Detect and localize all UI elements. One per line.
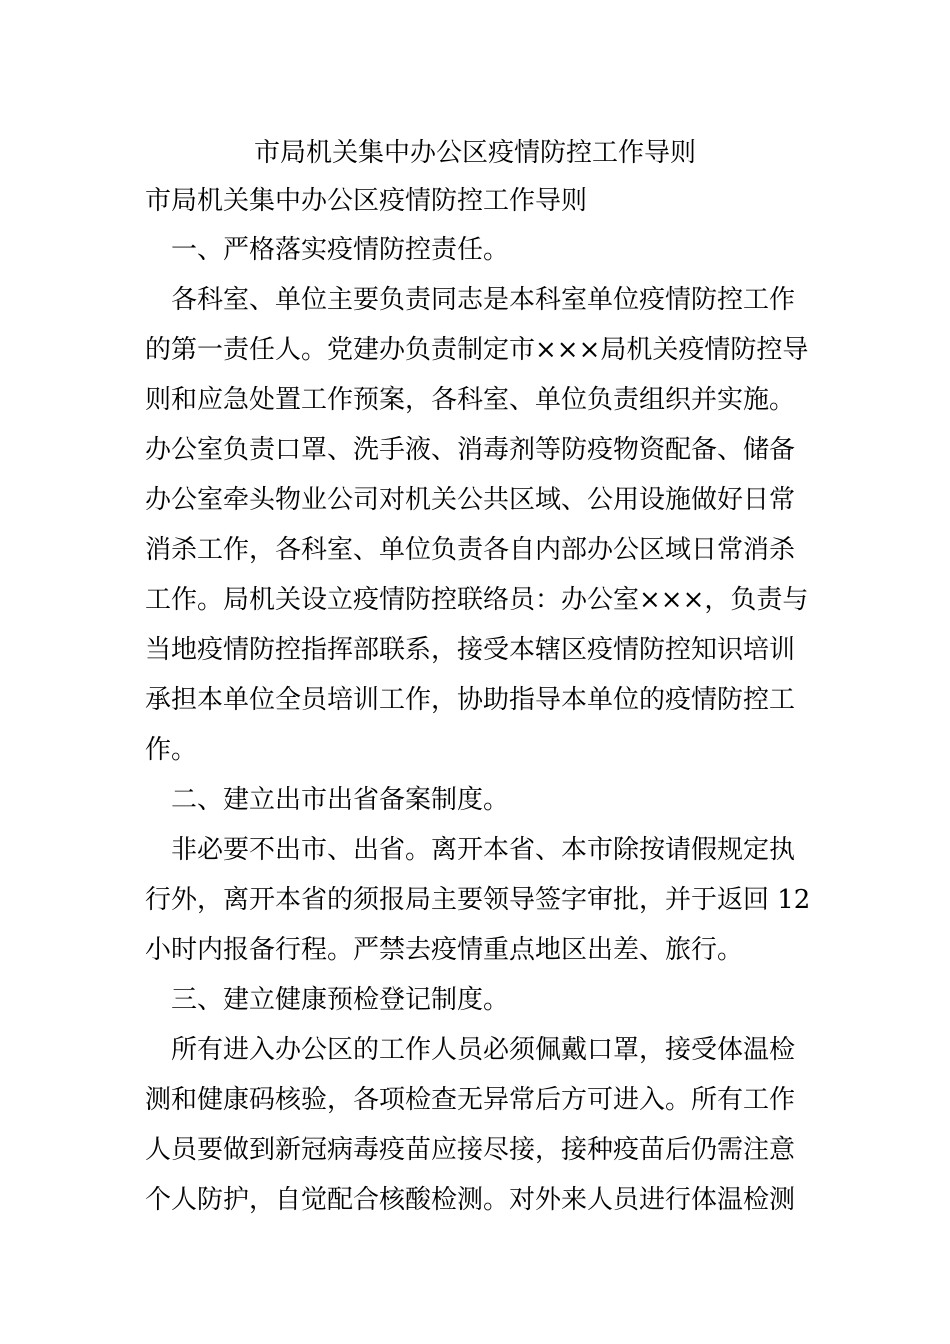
paragraph-line: 行外，离开本省的须报局主要领导签字审批，并于返回 12 — [145, 885, 811, 915]
document-title: 市局机关集中办公区疫情防控工作导则 — [253, 138, 696, 168]
paragraph-line: 的第一责任人。党建办负责制定市×××局机关疫情防控导 — [145, 335, 809, 365]
paragraph-line: 消杀工作，各科室、单位负责各自内部办公区域日常消杀 — [145, 535, 796, 565]
section-heading-2: 二、建立出市出省备案制度。 — [145, 785, 510, 815]
paragraph-line: 所有进入办公区的工作人员必须佩戴口罩，接受体温检 — [145, 1035, 796, 1065]
paragraph-line: 当地疫情防控指挥部联系，接受本辖区疫情防控知识培训 — [145, 635, 796, 665]
paragraph-line: 办公室牵头物业公司对机关公共区域、公用设施做好日常 — [145, 485, 796, 515]
paragraph-line: 则和应急处置工作预案，各科室、单位负责组织并实施。 — [145, 385, 796, 415]
paragraph-line: 工作。局机关设立疫情防控联络员：办公室×××，负责与 — [145, 585, 809, 615]
paragraph-line: 人员要做到新冠病毒疫苗应接尽接，接种疫苗后仍需注意 — [145, 1135, 796, 1165]
paragraph-line: 办公室负责口罩、洗手液、消毒剂等防疫物资配备、储备 — [145, 435, 796, 465]
paragraph-line: 各科室、单位主要负责同志是本科室单位疫情防控工作 — [145, 285, 796, 315]
section-heading-1: 一、严格落实疫情防控责任。 — [145, 235, 510, 265]
paragraph-line: 小时内报备行程。严禁去疫情重点地区出差、旅行。 — [145, 935, 744, 965]
document-subtitle: 市局机关集中办公区疫情防控工作导则 — [145, 186, 588, 216]
paragraph-line: 非必要不出市、出省。离开本省、本市除按请假规定执 — [145, 835, 796, 865]
paragraph-line: 测和健康码核验，各项检查无异常后方可进入。所有工作 — [145, 1085, 796, 1115]
section-heading-3: 三、建立健康预检登记制度。 — [145, 985, 510, 1015]
paragraph-line: 个人防护，自觉配合核酸检测。对外来人员进行体温检测 — [145, 1185, 796, 1215]
paragraph-line: 作。 — [145, 735, 198, 765]
paragraph-line: 承担本单位全员培训工作，协助指导本单位的疫情防控工 — [145, 685, 796, 715]
